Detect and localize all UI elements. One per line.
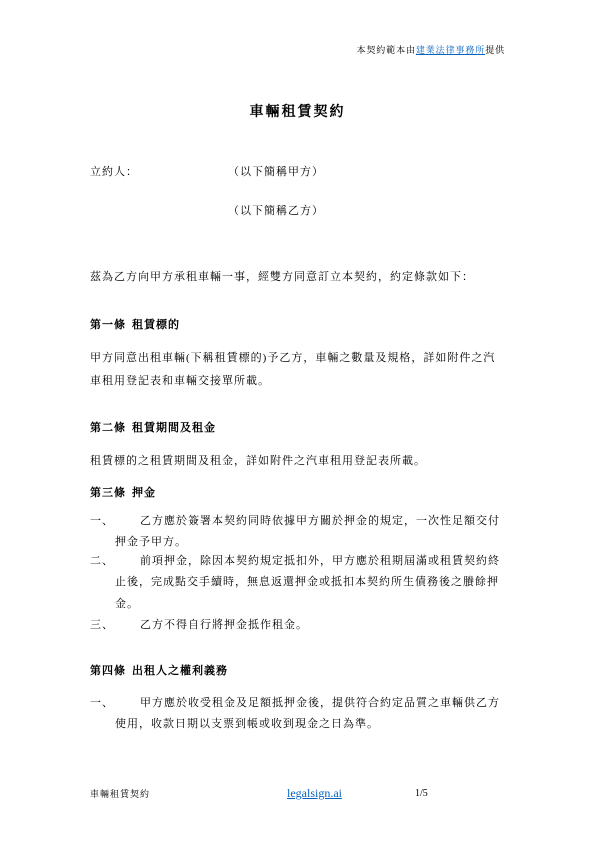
article-4-number: 第四條: [90, 665, 126, 677]
law-firm-link[interactable]: 建業法律事務所: [415, 45, 486, 55]
article-1-title: 租賃標的: [132, 319, 180, 331]
article-1-heading: [90, 318, 180, 332]
article-3-title: 押金: [132, 487, 156, 499]
article-2-line-1: 租賃標的之租賃期間及租金，詳如附件之汽車租用登記表所載。: [90, 455, 426, 467]
article-3-item-1-marker: 一、: [90, 515, 114, 527]
page-number: 1/5: [415, 788, 428, 799]
parties-label: 立約人：: [90, 166, 138, 178]
article-3-heading: [90, 486, 156, 500]
article-1-line-2: 車租用登記表和車輛交接單所載。: [90, 375, 270, 387]
article-2-number: 第二條: [90, 422, 126, 434]
article-3-item-2-line-1: 前項押金，除因本契約規定抵扣外，甲方應於租期屆滿或租賃契約終: [140, 555, 500, 567]
article-4-title: 出租人之權利義務: [132, 665, 228, 677]
article-3-item-1-line-1: 乙方應於簽署本契約同時依據甲方關於押金的規定，一次性足額交付: [140, 515, 500, 527]
article-1-line-1: 甲方同意出租車輛(下稱租賃標的)予乙方，車輛之數量及規格，詳如附件之汽: [90, 352, 496, 364]
page-header: [356, 44, 505, 56]
article-4-item-1-line-2: 使用，收款日期以支票到帳或收到現金之日為準。: [115, 718, 379, 730]
article-3-item-2-marker: 二、: [90, 555, 114, 567]
article-3-item-3-marker: 三、: [90, 619, 114, 631]
article-3-item-2-line-3: 金。: [115, 598, 139, 610]
article-4-item-1-marker: 一、: [90, 697, 114, 709]
header-suffix: 提供: [485, 45, 505, 55]
preamble: 茲為乙方向甲方承租車輛一事，經雙方同意訂立本契約，約定條款如下：: [90, 271, 474, 283]
article-3-item-3-line-1: 乙方不得自行將押金抵作租金。: [140, 619, 308, 631]
article-4-heading: [90, 664, 228, 678]
party-a-text: （以下簡稱甲方）: [228, 166, 324, 178]
article-3-item-2-line-2: 止後，完成點交手續時，無息返還押金或抵扣本契約所生債務後之賸餘押: [115, 576, 499, 588]
article-2-title: 租賃期間及租金: [132, 422, 216, 434]
article-2-heading: [90, 421, 216, 435]
document-title: 車輛租賃契約: [249, 105, 346, 120]
article-3-item-1-line-2: 押金予甲方。: [115, 536, 187, 548]
article-1-number: 第一條: [90, 319, 126, 331]
footer-document-title: 車輛租賃契約: [90, 789, 151, 799]
footer-site-link[interactable]: legalsign.ai: [287, 786, 342, 800]
article-4-item-1-line-1: 甲方應於收受租金及足額抵押金後，提供符合約定品質之車輛供乙方: [140, 697, 500, 709]
party-b-text: （以下簡稱乙方）: [228, 205, 324, 217]
header-prefix: 本契約範本由: [356, 45, 416, 55]
article-3-number: 第三條: [90, 487, 126, 499]
